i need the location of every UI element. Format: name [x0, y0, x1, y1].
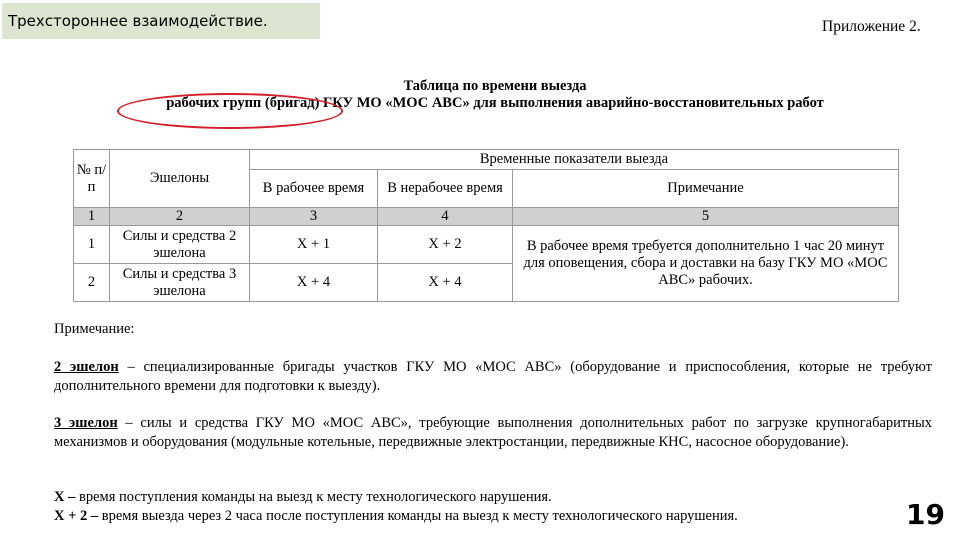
note-x2 — [54, 507, 932, 526]
header-nonwork-time: В нерабочее время — [378, 170, 513, 208]
row-merged-note: В рабочее время требуется дополнительно 1 час 20 минут для оповещения, сбора и доставки на базу ГКУ МО «МОС АВС» рабочих. — [513, 226, 899, 302]
note-x2-label: X + 2 – — [54, 508, 99, 524]
row-echelon: Силы и средства 2 эшелона — [110, 226, 250, 264]
appendix-label: Приложение 2. — [822, 18, 921, 35]
slide-header-tag: Трехстороннее взаимодействие. — [2, 3, 320, 39]
page-number: 19 — [906, 498, 945, 531]
note-x-text: время поступления команды на выезд к месту технологического нарушения. — [75, 489, 552, 505]
index-cell: 3 — [250, 208, 378, 226]
header-time-group: Временные показатели выезда — [250, 150, 899, 170]
row-echelon: Силы и средства 3 эшелона — [110, 264, 250, 302]
note-echelon-2 — [54, 358, 932, 396]
index-row — [74, 208, 899, 226]
note-echelon-2-label: 2 эшелон — [54, 359, 119, 375]
header-num: № п/п — [74, 150, 110, 208]
index-cell: 5 — [513, 208, 899, 226]
header-work-time: В рабочее время — [250, 170, 378, 208]
row-work-time: X + 4 — [250, 264, 378, 302]
index-cell: 4 — [378, 208, 513, 226]
row-nonwork-time: X + 4 — [378, 264, 513, 302]
header-echelons: Эшелоны — [110, 150, 250, 208]
header-note: Примечание — [513, 170, 899, 208]
note-echelon-2-text: – специализированные бригады участков ГКУ МО «МОС АВС» (оборудование и приспособления, которые не требуют дополнительного времени для подготовки к выезду). — [54, 359, 933, 394]
row-nonwork-time: X + 2 — [378, 226, 513, 264]
note-echelon-3-text: – силы и средства ГКУ МО «МОС АВС», требующие выполнения дополнительных работ по загрузке крупногабаритных механизмов и оборудования (модульные котельные, передвижные электростанции, передвижные КНС, насосное оборудование). — [54, 415, 933, 450]
note-x — [54, 488, 932, 507]
highlight-oval — [117, 93, 343, 129]
note-x2-text: время выезда через 2 часа после поступления команды на выезд к месту технологического нарушения. — [98, 508, 738, 524]
table-row — [74, 226, 899, 264]
row-num: 2 — [74, 264, 110, 302]
note-x-label: X – — [54, 489, 76, 505]
row-num: 1 — [74, 226, 110, 264]
notes-heading: Примечание: — [54, 321, 135, 337]
index-cell: 2 — [110, 208, 250, 226]
index-cell: 1 — [74, 208, 110, 226]
departure-time-table — [73, 149, 899, 302]
table-title-line2: рабочих групп (бригад) ГКУ МО «МОС АВС» для выполнения аварийно-восстановительных работ — [166, 95, 824, 111]
note-echelon-3 — [54, 414, 932, 452]
note-x-definitions — [54, 488, 932, 526]
table-title-line1: Таблица по времени выезда — [403, 78, 587, 94]
row-work-time: X + 1 — [250, 226, 378, 264]
note-echelon-3-label: 3 эшелон — [54, 415, 118, 431]
